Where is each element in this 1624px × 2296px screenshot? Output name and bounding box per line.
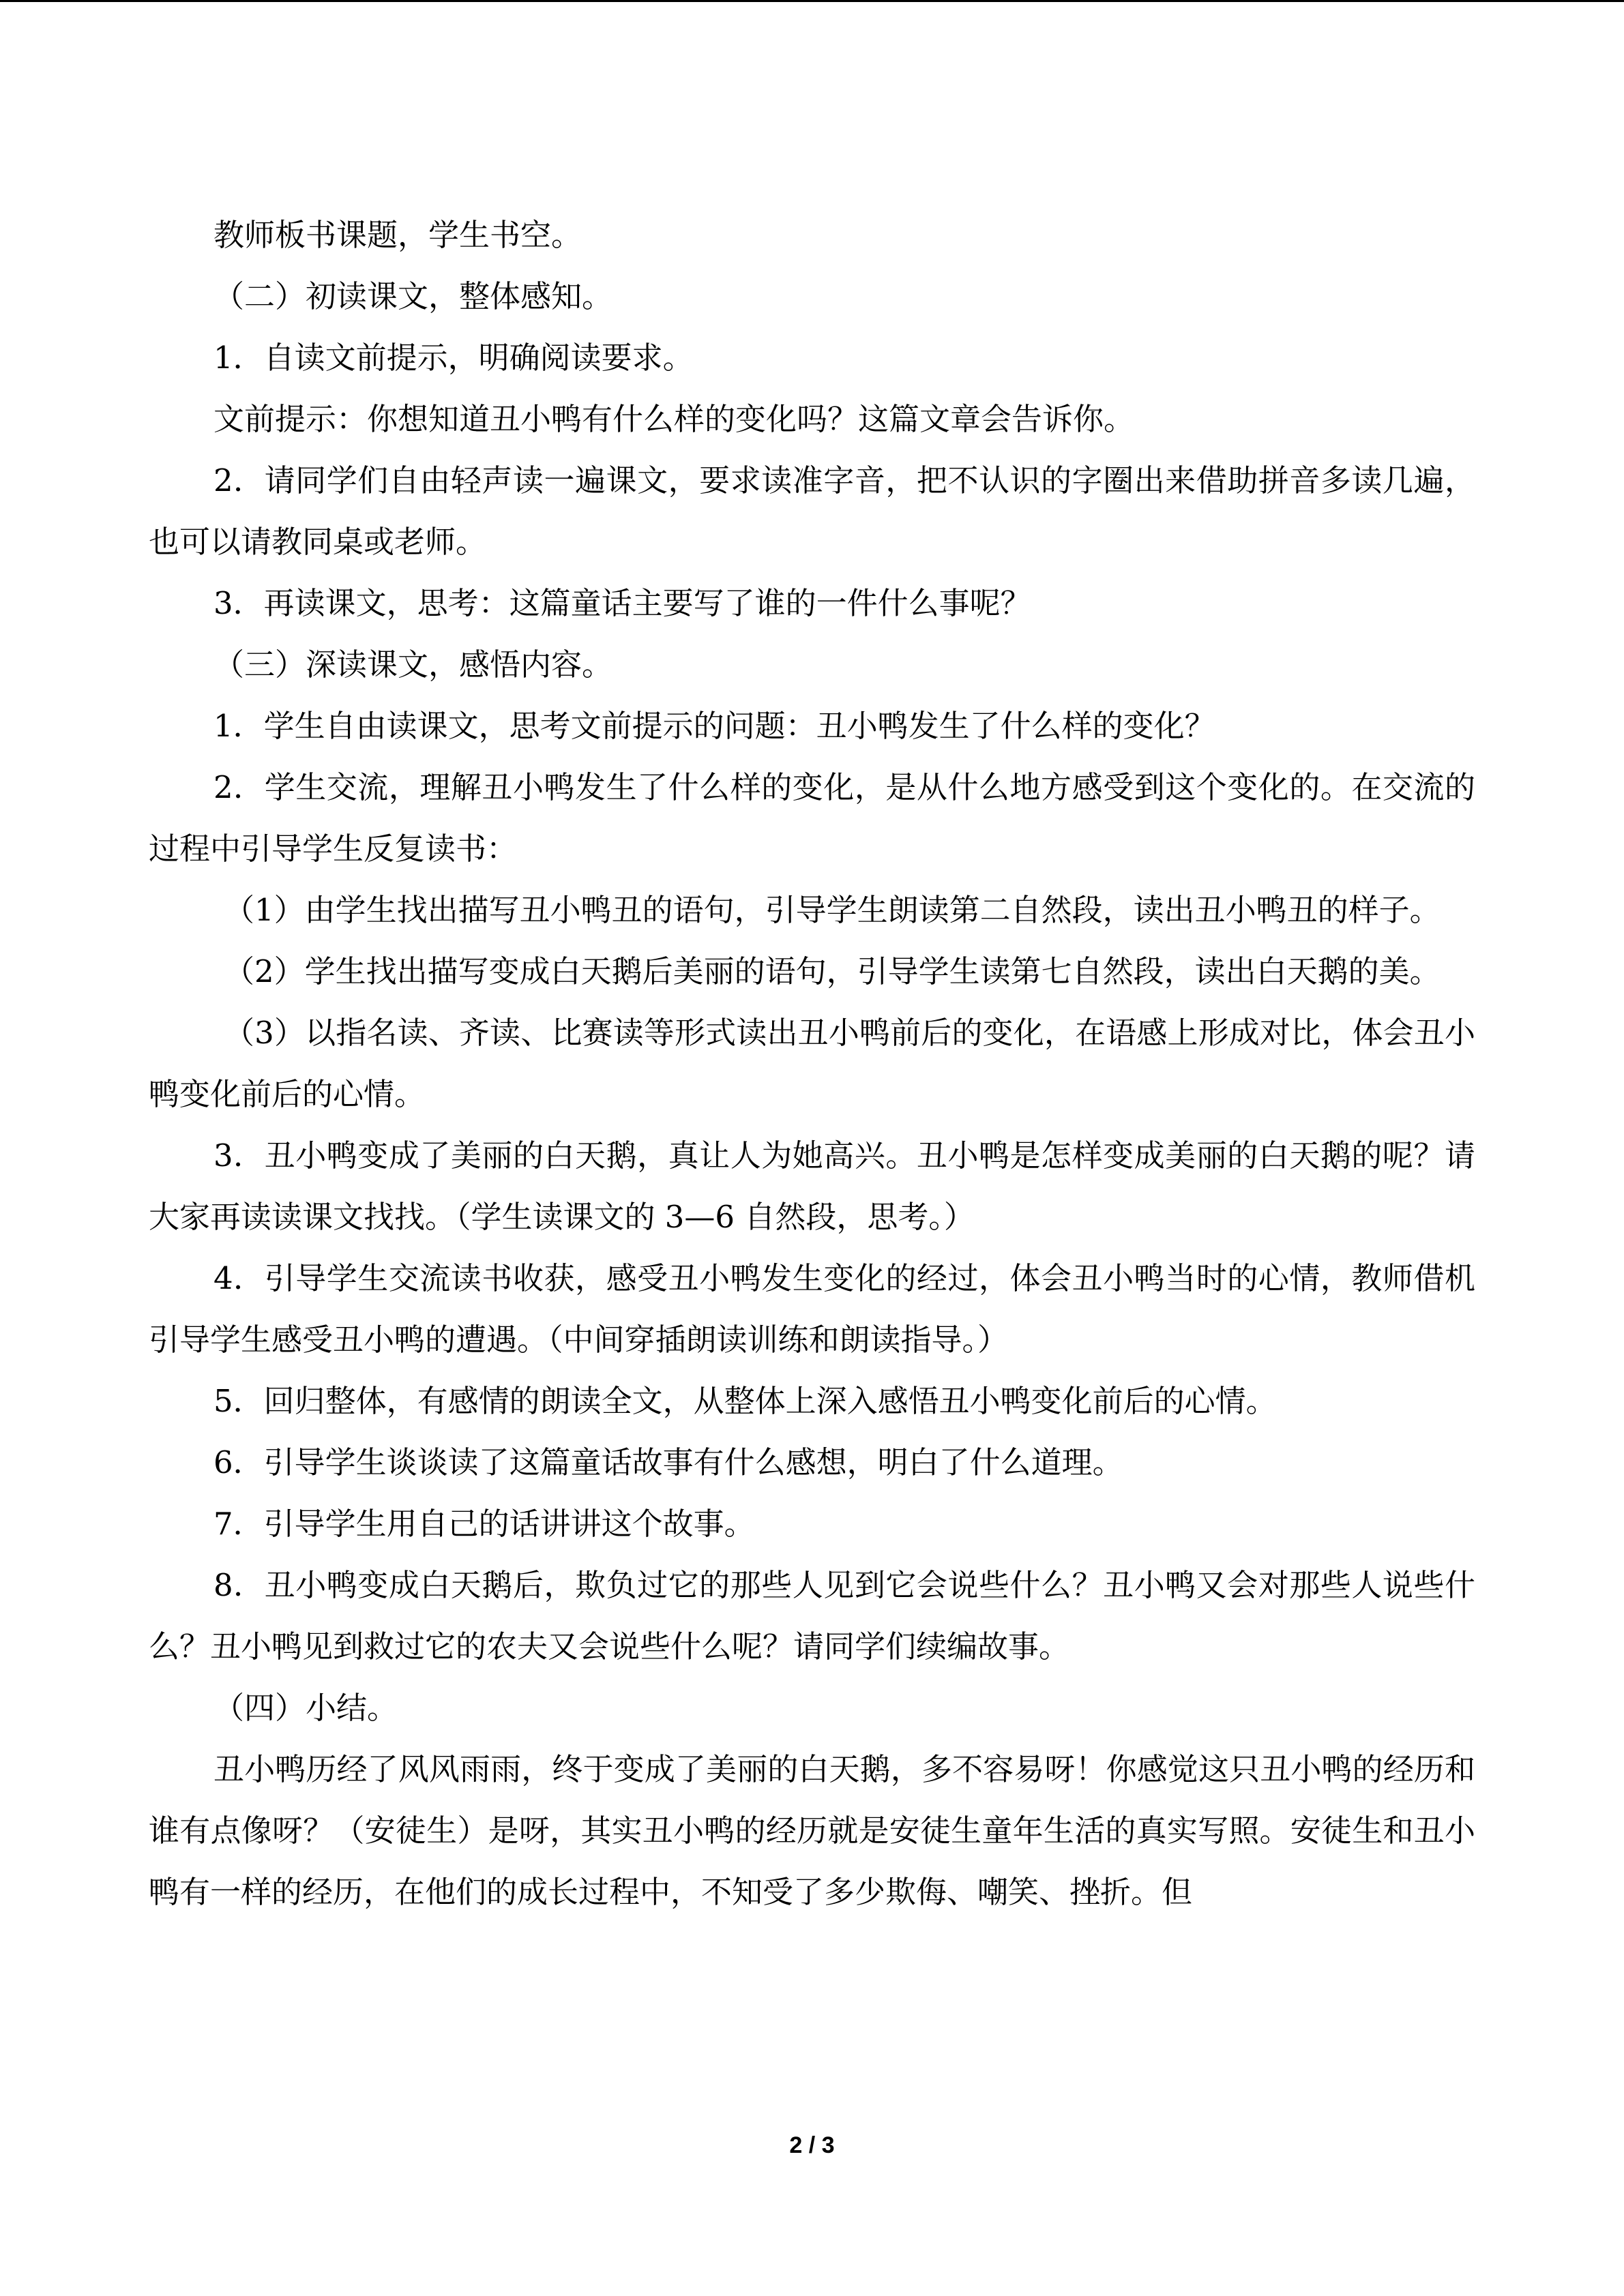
section-heading-4: （四）小结。 <box>213 1690 398 1726</box>
sub-paragraph-2: （2）学生找出描写变成白天鹅后美丽的语句，引导学生读第七自然段，读出白天鹅的美。 <box>224 953 1441 989</box>
paragraph-18: 8．丑小鸭变成白天鹅后，欺负过它的那些人见到它会说些什么？丑小鸭又会对那些人说些什么？丑小鸭见到救过它的农夫又会说些什么呢？请同学们续编故事。 <box>149 1567 1475 1665</box>
paragraph-16: 6．引导学生谈谈读了这篇童话故事有什么感想，明白了什么道理。 <box>213 1444 1123 1480</box>
summary-paragraph: 丑小鸭历经了风风雨雨，终于变成了美丽的白天鹅，多不容易呀！你感觉这只丑小鸭的经历和谁有点像呀？（安徒生）是呀，其实丑小鸭的经历就是安徒生童年生活的真实写照。安徒生和丑小鸭有一样的经历，在他们的成长过程中，不知受了多少欺侮、嘲笑、挫折。但 <box>149 1751 1475 1910</box>
top-border-line <box>0 0 1624 2</box>
paragraph-17: 7．引导学生用自己的话讲讲这个故事。 <box>213 1506 755 1542</box>
paragraph-4: 文前提示：你想知道丑小鸭有什么样的变化吗？这篇文章会告诉你。 <box>213 401 1135 437</box>
paragraph-15: 5．回归整体，有感情的朗读全文，从整体上深入感悟丑小鸭变化前后的心情。 <box>213 1383 1277 1419</box>
paragraph-9: 2．学生交流，理解丑小鸭发生了什么样的变化，是从什么地方感受到这个变化的。在交流的过程中引导学生反复读书： <box>149 769 1475 867</box>
paragraph-1: 教师板书课题，学生书空。 <box>213 217 582 253</box>
paragraph-6: 3．再读课文，思考：这篇童话主要写了谁的一件什么事呢？ <box>213 585 1031 621</box>
paragraph-14: 4．引导学生交流读书收获，感受丑小鸭发生变化的经过，体会丑小鸭当时的心情，教师借机引导学生感受丑小鸭的遭遇。（中间穿插朗读训练和朗读指导。） <box>149 1260 1475 1358</box>
paragraph-13: 3．丑小鸭变成了美丽的白天鹅，真让人为她高兴。丑小鸭是怎样变成美丽的白天鹅的呢？请大家再读读课文找找。（学生读课文的 3—6 自然段，思考。） <box>149 1137 1475 1235</box>
paragraph-3: 1．自读文前提示，明确阅读要求。 <box>213 340 694 376</box>
page-number: 2 / 3 <box>789 2132 835 2158</box>
paragraph-8: 1．学生自由读课文，思考文前提示的问题：丑小鸭发生了什么样的变化？ <box>213 708 1215 744</box>
paragraph-5: 2．请同学们自由轻声读一遍课文，要求读准字音，把不认识的字圈出来借助拼音多读几遍，也可以请教同桌或老师。 <box>149 462 1475 560</box>
sub-paragraph-3: （3）以指名读、齐读、比赛读等形式读出丑小鸭前后的变化，在语感上形成对比，体会丑小鸭变化前后的心情。 <box>149 1015 1475 1112</box>
sub-paragraph-1: （1）由学生找出描写丑小鸭丑的语句，引导学生朗读第二自然段，读出丑小鸭丑的样子。 <box>224 892 1441 928</box>
document-body <box>149 205 1475 1923</box>
section-heading-3: （三）深读课文，感悟内容。 <box>213 646 613 683</box>
section-heading-2: （二）初读课文，整体感知。 <box>213 278 613 314</box>
